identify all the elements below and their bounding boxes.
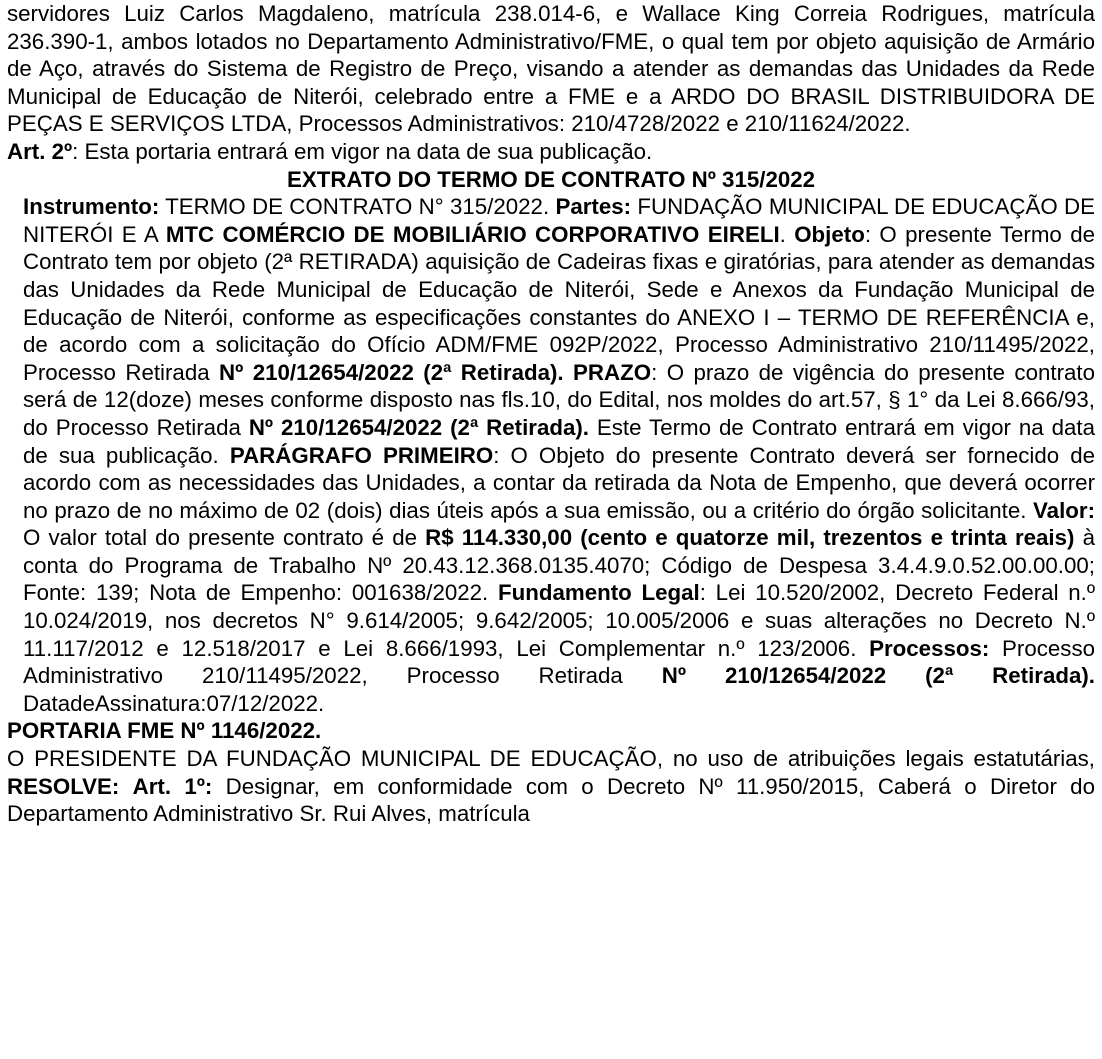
- objeto-text: : O presente Termo de Contrato tem por objeto (2ª RETIRADA) aquisição de Cadeiras fixas e giratórias, para atender as demandas das Unidades da Rede Municipal de Educação de Niterói, Sede e Anexos da Fundação Municipal de Educação de Niterói, conforme as especificações constantes do ANEXO I – TERMO DE REFERÊNCIA e, de acordo com a solicitação do Ofício ADM/FME 092P/2022, Processo Administrativo 210/11495/2022, Processo Retirada: [23, 221, 1096, 385]
- valor-amount: R$ 114.330,00 (cento e quatorze mil, trezentos e trinta reais): [425, 525, 1075, 551]
- retirada-reference: Nº 210/12654/2022 (2ª Retirada).: [219, 359, 564, 385]
- separator: [119, 774, 132, 799]
- processos-label: Processos:: [869, 635, 990, 661]
- fundamento-legal-text: : Lei 10.520/2002, Decreto Federal n.º 10.024/2019, nos decretos N° 9.614/2005; 9.642/2005; 10.005/2006 e suas alterações no Decreto N.º 11.117/2012 e 12.518/2017 e Lei 8.666/1993, Lei Complementar n.º 123/2006.: [23, 580, 1096, 661]
- valor-text: O valor total do presente contrato é de: [23, 525, 426, 551]
- data-assinatura-text: DatadeAssinatura:07/12/2022.: [23, 690, 325, 716]
- fundamento-legal-label: Fundamento Legal: [498, 580, 700, 606]
- valor-label: Valor:: [1033, 497, 1095, 523]
- portaria-title: [7, 717, 1095, 745]
- instrumento-text: TERMO DE CONTRATO N° 315/2022.: [159, 194, 556, 220]
- paragraph-text: servidores Luiz Carlos Magdaleno, matrícula 238.014-6, e Wallace King Correia Rodrigues, matrícula 236.390-1, ambos lotados no Departamento Administrativo/FME, o qual tem por objeto aquisição de Armário de Aço, através do Sistema de Registro de Preço, visando a atender as demandas das Unidades da Rede Municipal de Educação de Niterói, celebrado entre a FME e a ARDO DO BRASIL DISTRIBUIDORA DE PEÇAS E SERVIÇOS LTDA, Processos Administrativos: 210/4728/2022 e 210/11624/2022.: [7, 1, 1095, 137]
- prazo-label: PRAZO: [573, 359, 652, 385]
- objeto-label: Objeto: [794, 221, 865, 247]
- retirada-reference: Nº 210/12654/2022 (2ª Retirada).: [661, 663, 1095, 689]
- art2-text: : Esta portaria entrará em vigor na data de sua publicação.: [72, 138, 653, 164]
- resolve-label: RESOLVE:: [7, 773, 120, 799]
- document-page: [7, 0, 1095, 828]
- vigor-text: Este Termo de Contrato entrará em vigor na data de sua publicação.: [23, 414, 1095, 468]
- partes-label: Partes:: [555, 194, 632, 220]
- retirada-reference: Nº 210/12654/2022 (2ª Retirada).: [248, 414, 589, 440]
- paragraph-portaria: [7, 745, 1095, 828]
- paragraph-art2: [7, 138, 1095, 166]
- separator: .: [779, 221, 795, 247]
- prazo-text: : O prazo de vigência do presente contrato será de 12(doze) meses conforme disposto nas fls.10, do Edital, nos moldes do art.57, § 1° da Lei 8.666/93, do Processo Retirada: [23, 359, 1095, 440]
- extrato-title: EXTRATO DO TERMO DE CONTRATO Nº 315/2022: [286, 166, 816, 192]
- paragraph-extrato: [7, 193, 1095, 717]
- separator: [564, 360, 573, 385]
- partes-company: MTC COMÉRCIO DE MOBILIÁRIO CORPORATIVO EIRELI: [165, 221, 780, 247]
- art1-label: Art. 1º:: [132, 773, 213, 799]
- portaria-title-text: PORTARIA FME Nº 1146/2022.: [7, 718, 322, 744]
- programa-text: à conta do Programa de Trabalho Nº 20.43.12.368.0135.4070; Código de Despesa 3.4.4.9.0.52.00.00.00; Fonte: 139; Nota de Empenho: 001638/2022.: [23, 525, 1095, 606]
- paragrafo-primeiro-text: : O Objeto do presente Contrato deverá ser fornecido de acordo com as necessidades das Unidades, a contar da retirada da Nota de Empenho, que deverá ocorrer no prazo de no máximo de 02 (dois) dias úteis após a sua emissão, ou a critério do órgão solicitante.: [23, 442, 1096, 523]
- art1-text: Designar, em conformidade com o Decreto Nº 11.950/2015, Caberá o Diretor do Departamento Administrativo Sr. Rui Alves, matrícula: [7, 773, 1095, 827]
- paragraph-portaria-continuation: [7, 0, 1095, 138]
- art2-label: Art. 2º: [7, 138, 73, 164]
- paragrafo-primeiro-label: PARÁGRAFO PRIMEIRO: [229, 442, 494, 468]
- partes-text: FUNDAÇÃO MUNICIPAL DE EDUCAÇÃO DE NITERÓI E A: [23, 194, 1095, 247]
- processos-text: Processo Administrativo 210/11495/2022, Processo Retirada: [23, 635, 1095, 689]
- instrumento-label: Instrumento:: [23, 194, 160, 220]
- portaria-intro-text: O PRESIDENTE DA FUNDAÇÃO MUNICIPAL DE EDUCAÇÃO, no uso de atribuições legais estatutárias,: [7, 746, 1095, 772]
